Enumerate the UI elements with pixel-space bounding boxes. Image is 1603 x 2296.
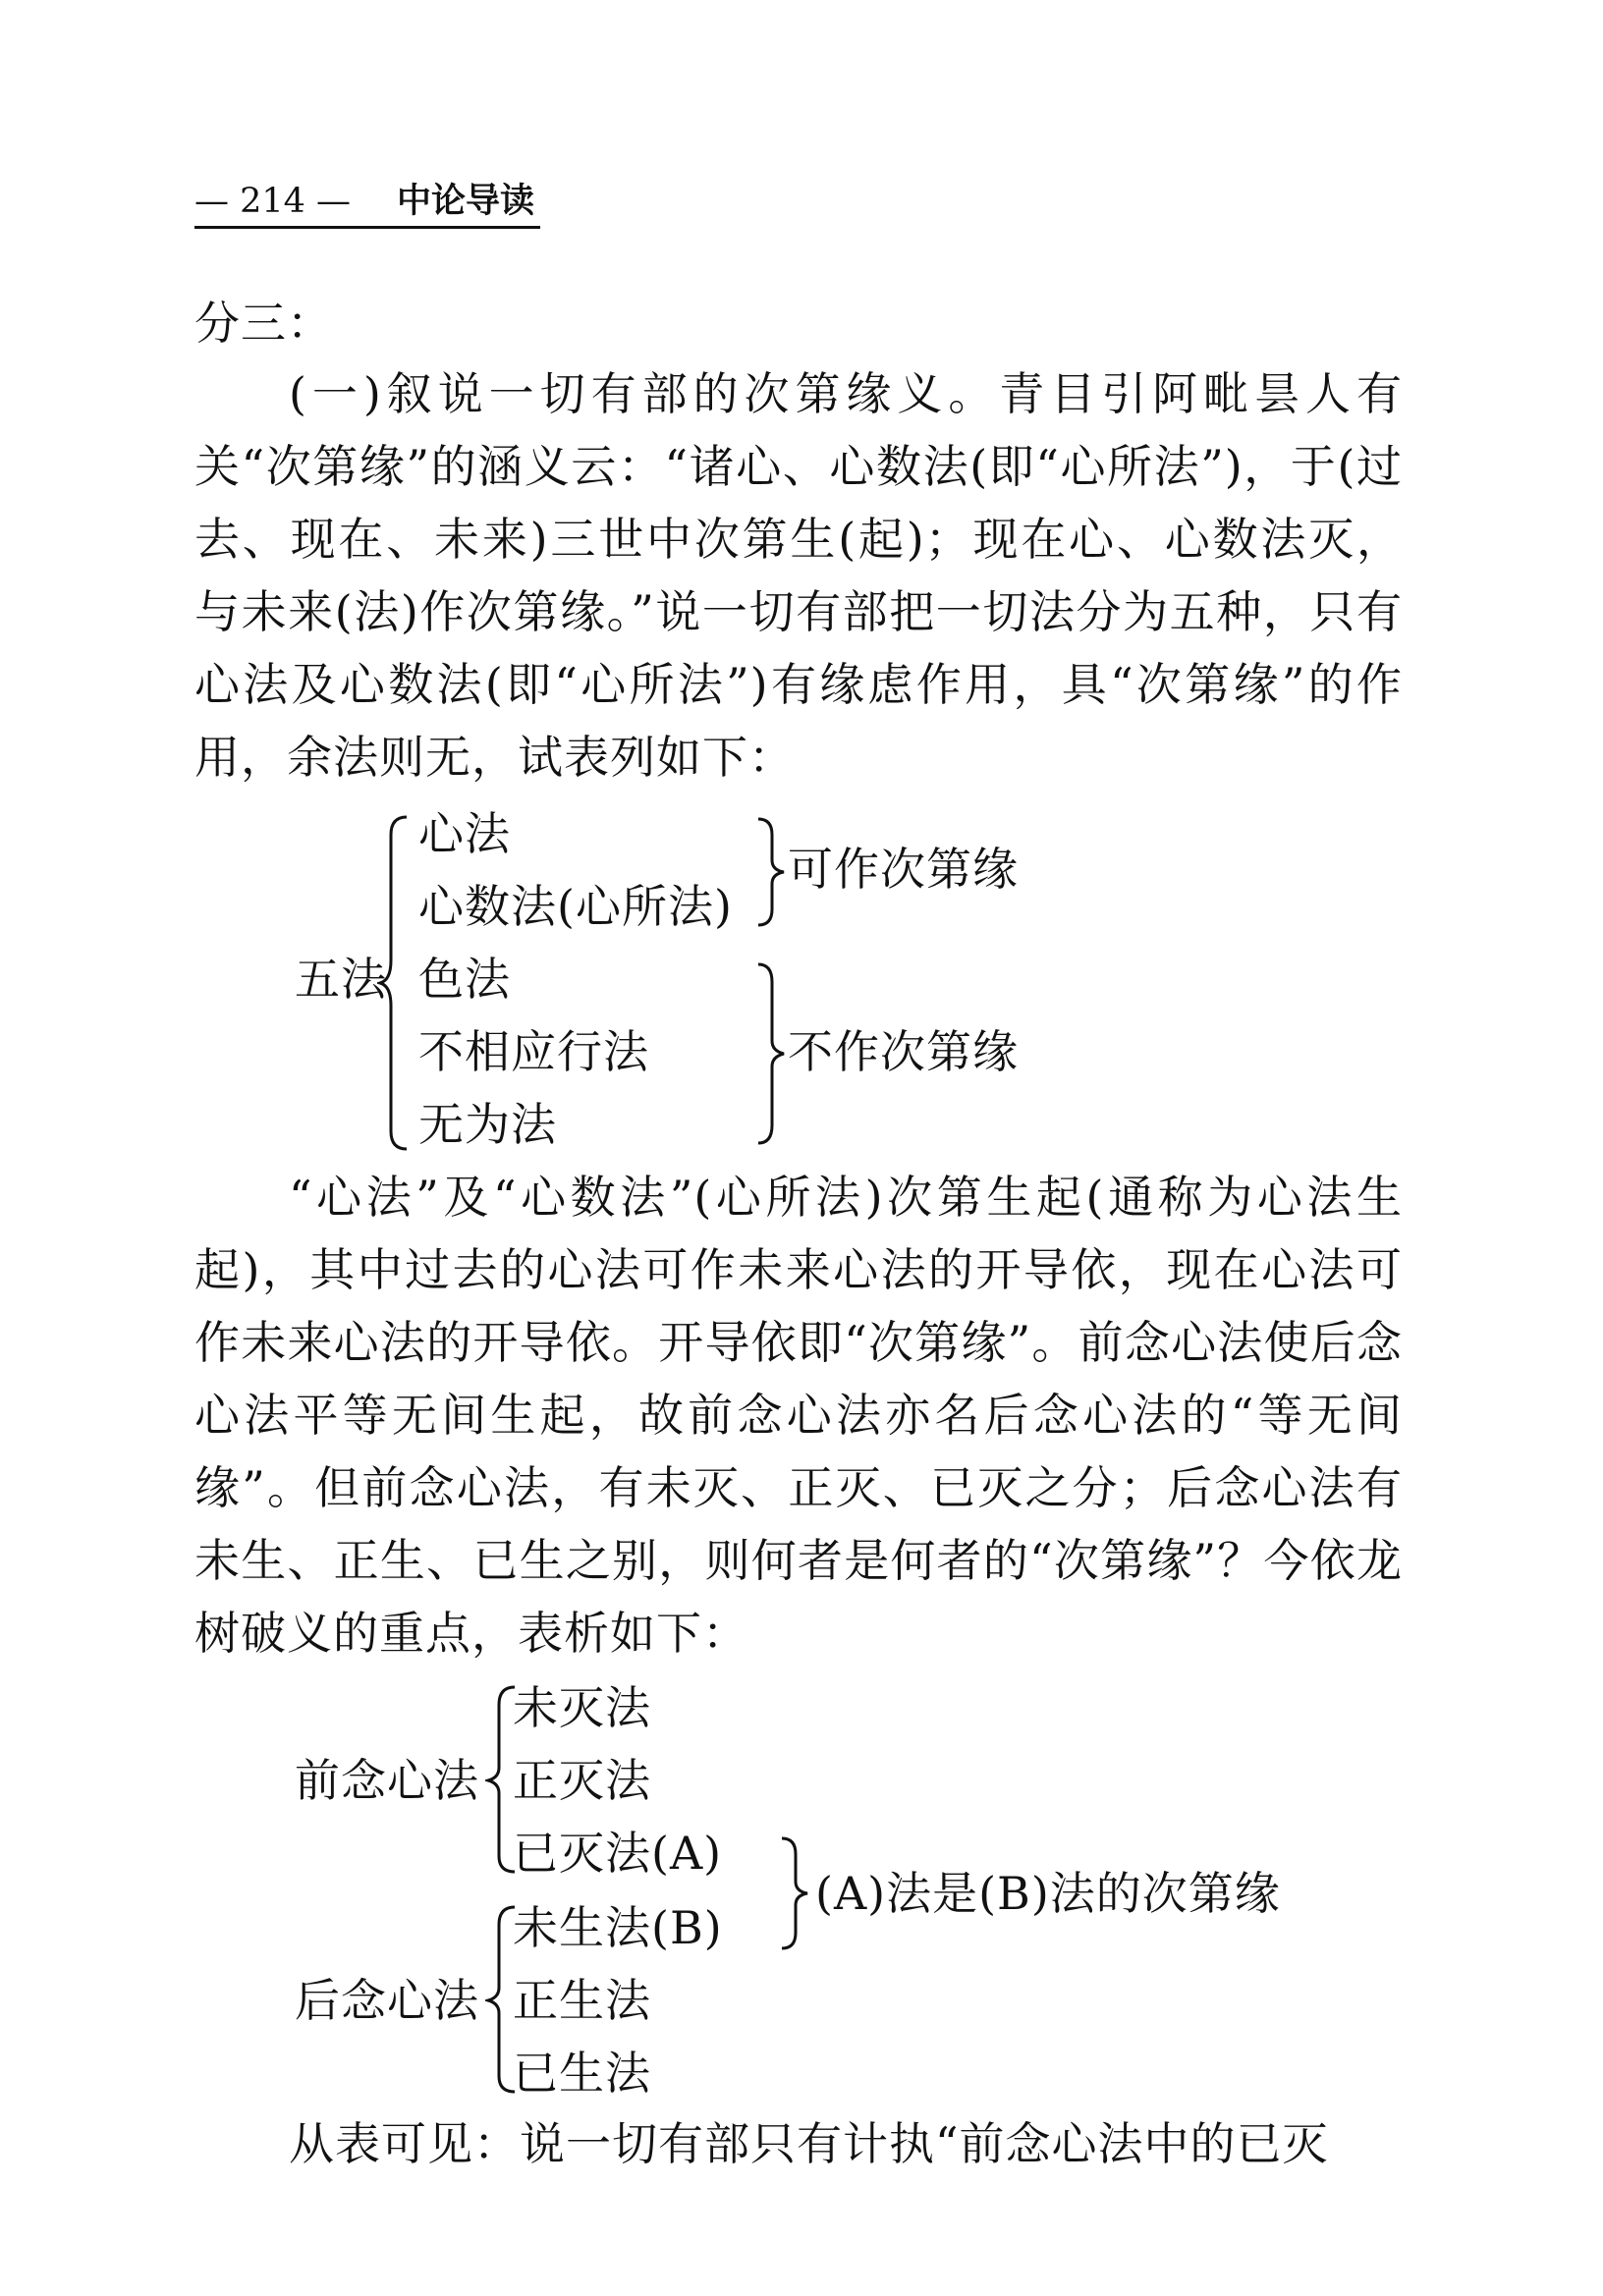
paragraph-1: (一)叙说一切有部的次第缘义。青目引阿毗昙人有关“次第缘”的涵义云：“诸心、心数法(即“心所法”)，于(过去、现在、未来)三世中次第生(起)；现在心、心数法灭，与未来(法)作次第缘。”说一切有部把一切法分为五种，只有心法及心数法(即“心所法”)有缘虑作用，具“次第缘”的作用，余法则无，试表列如下： bbox=[194, 367, 1403, 784]
table1-left-brace bbox=[377, 811, 411, 1155]
table2-next-item: 正生法 bbox=[513, 1974, 651, 2027]
table2-prev-item: 已灭法(A) bbox=[513, 1827, 723, 1880]
table1-group-b-label: 不作次第缘 bbox=[788, 1025, 1019, 1078]
table1-group-a-label: 可作次第缘 bbox=[788, 843, 1019, 896]
table2-next-item: 未生法(B) bbox=[513, 1901, 723, 1954]
table1-root-label: 五法 bbox=[295, 953, 387, 1006]
table1-right-brace-a bbox=[754, 815, 788, 929]
table2-next-label: 后念心法 bbox=[295, 1974, 479, 2027]
last-line: 从表可见：说一切有部只有计执“前念心法中的已灭 bbox=[289, 2117, 1329, 2170]
page-header bbox=[194, 179, 540, 224]
table1-item: 心数法(心所法) bbox=[418, 880, 733, 933]
table2-relation-label: (A)法是(B)法的次第缘 bbox=[815, 1867, 1281, 1920]
table2-prev-item: 未灭法 bbox=[513, 1681, 651, 1734]
table1-right-brace-b bbox=[754, 960, 788, 1147]
table1-item: 无为法 bbox=[418, 1098, 557, 1151]
table1-item: 不相应行法 bbox=[418, 1025, 649, 1078]
table2-relation-brace bbox=[778, 1834, 813, 1952]
header-rule bbox=[194, 226, 540, 229]
table2-next-item: 已生法 bbox=[513, 2047, 651, 2100]
book-title: 中论导读 bbox=[397, 181, 535, 221]
table1-item: 心法 bbox=[418, 807, 511, 860]
section-heading: 分三： bbox=[194, 297, 333, 350]
page-number: — 214 — bbox=[194, 182, 352, 221]
paragraph-2: “心法”及“心数法”(心所法)次第生起(通称为心法生起)，其中过去的心法可作未来心法的开导依，现在心法可作未来心法的开导依。开导依即“次第缘”。前念心法使后念心法平等无间生起，故前念心法亦名后念心法的“等无间缘”。但前念心法，有未灭、正灭、已灭之分；后念心法有未生、正生、已生之别，则何者是何者的“次第缘”？今依龙树破义的重点，表析如下： bbox=[194, 1171, 1403, 1660]
table1-item: 色法 bbox=[418, 953, 511, 1006]
table2-prev-item: 正灭法 bbox=[513, 1754, 651, 1807]
table2-prev-label: 前念心法 bbox=[295, 1754, 479, 1807]
